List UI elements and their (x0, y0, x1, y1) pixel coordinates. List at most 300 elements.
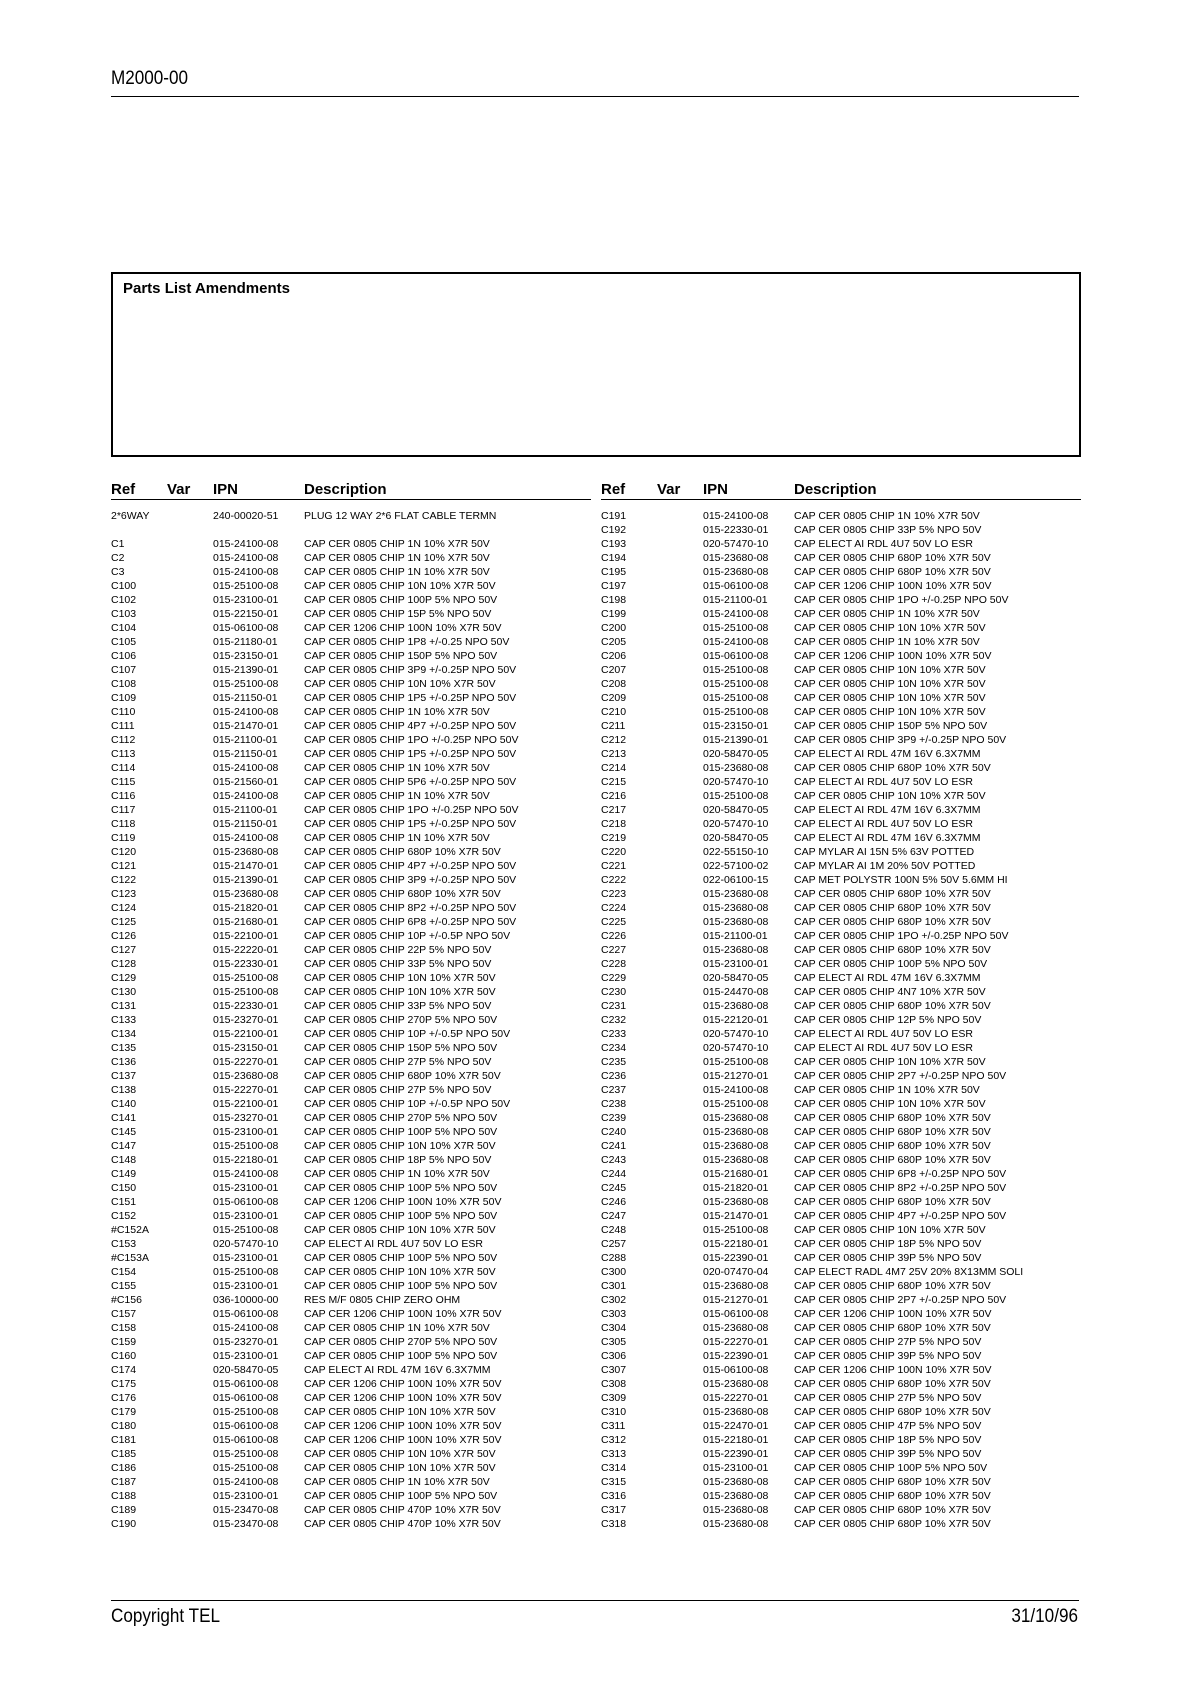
table-row (111, 649, 591, 663)
cell-description: CAP ELECT AI RDL 4U7 50V LO ESR (794, 776, 973, 788)
cell-description: CAP CER 0805 CHIP 1PO +/-0.25P NPO 50V (794, 594, 1009, 606)
cell-ref: C206 (601, 650, 627, 662)
cell-ipn: 015-23680-08 (703, 1378, 769, 1390)
cell-ref: C210 (601, 706, 627, 718)
cell-ipn: 015-21390-01 (213, 664, 279, 676)
cell-ipn: 015-21270-01 (703, 1070, 769, 1082)
table-row (111, 901, 591, 915)
cell-ref: C110 (111, 706, 136, 718)
cell-ipn: 015-24100-08 (213, 552, 279, 564)
parts-table-left (111, 478, 591, 1531)
cell-ipn: 015-24100-08 (213, 566, 279, 578)
cell-ipn: 015-06100-08 (213, 1420, 279, 1432)
table-row (601, 817, 1081, 831)
cell-description: CAP CER 0805 CHIP 680P 10% X7R 50V (794, 1126, 991, 1138)
cell-description: CAP CER 0805 CHIP 47P 5% NPO 50V (794, 1420, 982, 1432)
table-row (111, 1167, 591, 1181)
cell-description: CAP CER 0805 CHIP 680P 10% X7R 50V (794, 1112, 991, 1124)
table-row (111, 1279, 591, 1293)
cell-ipn: 015-25100-08 (703, 1224, 769, 1236)
cell-ipn: 015-25100-08 (703, 1098, 769, 1110)
cell-ipn: 015-22270-01 (703, 1392, 769, 1404)
table-row (111, 1181, 591, 1195)
table-row (111, 873, 591, 887)
table-row (111, 1209, 591, 1223)
cell-ipn: 015-06100-08 (213, 622, 279, 634)
cell-ipn: 015-22390-01 (703, 1448, 769, 1460)
cell-description: CAP ELECT AI RDL 47M 16V 6.3X7MM (794, 804, 981, 816)
table-row (111, 1335, 591, 1349)
cell-ipn: 015-23680-08 (703, 1518, 769, 1530)
cell-ref: C3 (111, 566, 125, 578)
cell-ref: C231 (601, 1000, 627, 1012)
table-row (111, 1391, 591, 1405)
cell-ref: C215 (601, 776, 627, 788)
table-row (601, 761, 1081, 775)
cell-ipn: 015-21150-01 (213, 818, 278, 830)
cell-description: CAP CER 0805 CHIP 100P 5% NPO 50V (304, 1126, 498, 1138)
cell-description: CAP CER 0805 CHIP 680P 10% X7R 50V (794, 944, 991, 956)
table-row (601, 677, 1081, 691)
table-row (111, 1237, 591, 1251)
cell-ref: C207 (601, 664, 627, 676)
cell-description: CAP CER 0805 CHIP 270P 5% NPO 50V (304, 1112, 498, 1124)
table-row (111, 887, 591, 901)
cell-ipn: 015-23100-01 (703, 958, 769, 970)
table-row (111, 775, 591, 789)
cell-ref: C223 (601, 888, 627, 900)
cell-ipn: 015-23100-01 (213, 1280, 279, 1292)
cell-ref: C175 (111, 1378, 137, 1390)
cell-ipn: 015-25100-08 (213, 972, 279, 984)
table-row (111, 1419, 591, 1433)
cell-ipn: 020-58470-05 (703, 832, 769, 844)
cell-description: CAP CER 0805 CHIP 1P5 +/-0.25P NPO 50V (304, 748, 517, 760)
cell-ref: C308 (601, 1378, 627, 1390)
cell-description: CAP CER 0805 CHIP 680P 10% X7R 50V (794, 1154, 991, 1166)
cell-ref: C147 (111, 1140, 137, 1152)
cell-ipn: 015-23150-01 (703, 720, 769, 732)
cell-ref: C213 (601, 748, 627, 760)
cell-ref: C136 (111, 1056, 137, 1068)
cell-ipn: 015-23680-08 (703, 1196, 769, 1208)
table-row (601, 733, 1081, 747)
cell-ipn: 015-23100-01 (213, 1126, 279, 1138)
cell-ipn: 015-23680-08 (213, 1070, 279, 1082)
cell-ref: C111 (111, 720, 135, 732)
cell-ref: C189 (111, 1504, 137, 1516)
cell-ipn: 015-23150-01 (213, 1042, 279, 1054)
cell-description: CAP CER 0805 CHIP 680P 10% X7R 50V (794, 1322, 991, 1334)
cell-description: CAP CER 0805 CHIP 270P 5% NPO 50V (304, 1336, 498, 1348)
table-row (111, 747, 591, 761)
cell-ref: C187 (111, 1476, 137, 1488)
cell-ref: C246 (601, 1196, 627, 1208)
cell-ipn: 015-25100-08 (213, 678, 279, 690)
cell-ipn: 015-25100-08 (213, 1462, 279, 1474)
cell-ref: C181 (111, 1434, 137, 1446)
cell-ipn: 015-25100-08 (703, 664, 769, 676)
cell-ipn: 015-06100-08 (213, 1392, 279, 1404)
table-row (111, 1433, 591, 1447)
cell-ipn: 015-24100-08 (703, 510, 769, 522)
cell-ref: #C152A (111, 1224, 149, 1236)
table-row (601, 1055, 1081, 1069)
column-header-ref: Ref (601, 481, 626, 498)
table-row (601, 859, 1081, 873)
cell-ipn: 015-06100-08 (213, 1196, 279, 1208)
table-row (601, 957, 1081, 971)
cell-ipn: 015-22270-01 (213, 1056, 279, 1068)
cell-description: CAP CER 0805 CHIP 680P 10% X7R 50V (794, 1196, 991, 1208)
cell-ref: C225 (601, 916, 627, 928)
cell-ref: C248 (601, 1224, 627, 1236)
table-row (111, 915, 591, 929)
table-row (601, 705, 1081, 719)
cell-ref: C150 (111, 1182, 137, 1194)
cell-description: CAP CER 0805 CHIP 10N 10% X7R 50V (794, 1056, 986, 1068)
cell-ipn: 015-23100-01 (213, 1252, 279, 1264)
cell-ref: C100 (111, 580, 137, 592)
cell-ipn: 015-24100-08 (703, 608, 769, 620)
amendments-title: Parts List Amendments (123, 280, 290, 297)
cell-ref: C235 (601, 1056, 627, 1068)
table-row (111, 621, 591, 635)
table-row (601, 607, 1081, 621)
cell-ref: C234 (601, 1042, 627, 1054)
column-header-ipn: IPN (213, 481, 239, 498)
cell-ipn: 015-24100-08 (213, 706, 279, 718)
table-row (111, 817, 591, 831)
table-row (601, 1111, 1081, 1125)
cell-description: CAP ELECT AI RDL 4U7 50V LO ESR (794, 538, 973, 550)
cell-ipn: 015-21820-01 (213, 902, 279, 914)
document-date: 31/10/96 (1011, 1606, 1078, 1627)
cell-ref: C128 (111, 958, 137, 970)
cell-ref: C125 (111, 916, 137, 928)
cell-description: CAP CER 0805 CHIP 100P 5% NPO 50V (304, 1252, 498, 1264)
table-row (111, 1083, 591, 1097)
table-row (111, 831, 591, 845)
cell-ref: C205 (601, 636, 627, 648)
cell-description: CAP MET POLYSTR 100N 5% 50V 5.6MM HI (794, 874, 1008, 886)
cell-ref: C123 (111, 888, 137, 900)
cell-description: CAP CER 0805 CHIP 150P 5% NPO 50V (304, 1042, 498, 1054)
cell-ref: C197 (601, 580, 627, 592)
cell-ipn: 015-22220-01 (213, 944, 279, 956)
table-row (601, 1097, 1081, 1111)
cell-ref: C124 (111, 902, 137, 914)
cell-ipn: 015-21100-01 (213, 804, 278, 816)
cell-ipn: 240-00020-51 (213, 510, 279, 522)
cell-ipn: 015-22390-01 (703, 1350, 769, 1362)
cell-ipn: 015-06100-08 (213, 1378, 279, 1390)
cell-ipn: 015-06100-08 (703, 580, 769, 592)
cell-description: CAP CER 0805 CHIP 4P7 +/-0.25P NPO 50V (304, 860, 517, 872)
table-row (601, 551, 1081, 565)
cell-ipn: 015-23470-08 (213, 1504, 279, 1516)
cell-description: CAP CER 0805 CHIP 680P 10% X7R 50V (794, 552, 991, 564)
table-row (601, 845, 1081, 859)
cell-ipn: 015-25100-08 (213, 986, 279, 998)
cell-description: CAP ELECT AI RDL 47M 16V 6.3X7MM (794, 748, 981, 760)
cell-description: CAP CER 1206 CHIP 100N 10% X7R 50V (304, 1196, 502, 1208)
cell-ipn: 015-22100-01 (213, 930, 279, 942)
table-row (601, 901, 1081, 915)
table-row (601, 999, 1081, 1013)
table-row (601, 1447, 1081, 1461)
cell-description: CAP CER 0805 CHIP 4P7 +/-0.25P NPO 50V (794, 1210, 1007, 1222)
table-row (111, 1377, 591, 1391)
cell-ref: C245 (601, 1182, 627, 1194)
cell-ref: C224 (601, 902, 627, 914)
table-row (601, 1419, 1081, 1433)
cell-description: CAP CER 0805 CHIP 1P5 +/-0.25P NPO 50V (304, 818, 517, 830)
table-row (601, 1503, 1081, 1517)
cell-description: CAP CER 0805 CHIP 1N 10% X7R 50V (304, 706, 490, 718)
cell-ref: C137 (111, 1070, 137, 1082)
cell-description: CAP CER 0805 CHIP 27P 5% NPO 50V (794, 1336, 982, 1348)
cell-ipn: 020-58470-05 (703, 972, 769, 984)
cell-ref: C185 (111, 1448, 137, 1460)
cell-ipn: 020-57470-10 (703, 1042, 769, 1054)
cell-ipn: 015-25100-08 (213, 1266, 279, 1278)
cell-ipn: 015-25100-08 (703, 678, 769, 690)
cell-description: CAP CER 0805 CHIP 100P 5% NPO 50V (304, 1350, 498, 1362)
cell-ref: C151 (111, 1196, 137, 1208)
cell-ref: C149 (111, 1168, 137, 1180)
cell-ipn: 015-24100-08 (213, 832, 279, 844)
cell-description: CAP CER 0805 CHIP 1N 10% X7R 50V (304, 762, 490, 774)
cell-ipn: 015-21470-01 (213, 860, 279, 872)
footer-rule (111, 1600, 1079, 1601)
cell-description: CAP CER 1206 CHIP 100N 10% X7R 50V (304, 1420, 502, 1432)
cell-ref: C220 (601, 846, 627, 858)
cell-description: CAP CER 0805 CHIP 15P 5% NPO 50V (304, 608, 492, 620)
cell-description: CAP CER 1206 CHIP 100N 10% X7R 50V (304, 622, 502, 634)
cell-ipn: 022-55150-10 (703, 846, 769, 858)
table-row (111, 943, 591, 957)
cell-description: CAP CER 0805 CHIP 10P +/-0.5P NPO 50V (304, 1028, 511, 1040)
cell-ipn: 015-25100-08 (213, 1140, 279, 1152)
table-row (601, 1321, 1081, 1335)
cell-description: CAP CER 0805 CHIP 18P 5% NPO 50V (794, 1434, 982, 1446)
cell-ref: C130 (111, 986, 137, 998)
cell-description: CAP CER 0805 CHIP 680P 10% X7R 50V (304, 1070, 501, 1082)
cell-ref: C176 (111, 1392, 137, 1404)
cell-description: CAP CER 0805 CHIP 10N 10% X7R 50V (794, 692, 986, 704)
table-row (111, 551, 591, 565)
cell-description: CAP CER 0805 CHIP 470P 10% X7R 50V (304, 1518, 501, 1530)
table-row (111, 957, 591, 971)
cell-ref: C318 (601, 1518, 627, 1530)
cell-ref: C127 (111, 944, 137, 956)
cell-ref: C2 (111, 552, 125, 564)
cell-ref: C104 (111, 622, 137, 634)
cell-description: CAP CER 1206 CHIP 100N 10% X7R 50V (794, 1308, 992, 1320)
cell-ref: C239 (601, 1112, 627, 1124)
cell-ipn: 015-23100-01 (213, 1490, 279, 1502)
table-row (111, 1475, 591, 1489)
cell-ipn: 015-23680-08 (703, 902, 769, 914)
table-row (601, 873, 1081, 887)
table-row (111, 691, 591, 705)
cell-ipn: 015-25100-08 (703, 706, 769, 718)
cell-description: CAP CER 0805 CHIP 10N 10% X7R 50V (794, 706, 986, 718)
cell-description: CAP CER 0805 CHIP 1P8 +/-0.25 NPO 50V (304, 636, 510, 648)
cell-ipn: 022-57100-02 (703, 860, 769, 872)
cell-ipn: 020-57470-10 (703, 538, 769, 550)
table-row (601, 1335, 1081, 1349)
cell-ref: C160 (111, 1350, 137, 1362)
table-row (601, 803, 1081, 817)
cell-description: CAP CER 1206 CHIP 100N 10% X7R 50V (794, 650, 992, 662)
cell-ipn: 015-22270-01 (213, 1084, 279, 1096)
cell-description: CAP CER 0805 CHIP 1N 10% X7R 50V (794, 608, 980, 620)
cell-description: CAP ELECT AI RDL 47M 16V 6.3X7MM (794, 972, 981, 984)
cell-description: CAP CER 0805 CHIP 1N 10% X7R 50V (794, 510, 980, 522)
cell-ipn: 015-23680-08 (703, 1112, 769, 1124)
cell-description: CAP CER 0805 CHIP 100P 5% NPO 50V (794, 1462, 988, 1474)
cell-ref: C155 (111, 1280, 137, 1292)
table-row (111, 677, 591, 691)
cell-description: CAP CER 0805 CHIP 18P 5% NPO 50V (794, 1238, 982, 1250)
cell-ref: C237 (601, 1084, 627, 1096)
table-row (111, 1251, 591, 1265)
cell-ipn: 015-23100-01 (213, 1210, 279, 1222)
cell-ref: C131 (111, 1000, 137, 1012)
cell-description: CAP CER 1206 CHIP 100N 10% X7R 50V (794, 580, 992, 592)
cell-description: CAP CER 0805 CHIP 1N 10% X7R 50V (794, 1084, 980, 1096)
table-row (111, 607, 591, 621)
cell-description: CAP CER 0805 CHIP 10N 10% X7R 50V (304, 1140, 496, 1152)
cell-description: CAP CER 0805 CHIP 10N 10% X7R 50V (304, 1266, 496, 1278)
table-row (111, 1447, 591, 1461)
table-row (601, 1223, 1081, 1237)
cell-ref: C310 (601, 1406, 627, 1418)
cell-description: CAP CER 0805 CHIP 680P 10% X7R 50V (794, 762, 991, 774)
cell-description: CAP CER 0805 CHIP 39P 5% NPO 50V (794, 1448, 982, 1460)
cell-ref: C314 (601, 1462, 627, 1474)
cell-ref: C159 (111, 1336, 137, 1348)
cell-ipn: 036-10000-00 (213, 1294, 279, 1306)
cell-ipn: 015-22100-01 (213, 1098, 279, 1110)
cell-description: CAP CER 0805 CHIP 1N 10% X7R 50V (304, 538, 490, 550)
cell-ref: C232 (601, 1014, 627, 1026)
table-row (601, 1041, 1081, 1055)
cell-ref: C148 (111, 1154, 137, 1166)
cell-ipn: 015-23680-08 (703, 888, 769, 900)
cell-ipn: 015-22270-01 (703, 1336, 769, 1348)
cell-ref: C227 (601, 944, 627, 956)
cell-description: CAP CER 0805 CHIP 10N 10% X7R 50V (304, 1448, 496, 1460)
table-row (601, 1083, 1081, 1097)
cell-description: CAP CER 0805 CHIP 1N 10% X7R 50V (304, 790, 490, 802)
cell-ref: C105 (111, 636, 137, 648)
cell-ref: C226 (601, 930, 627, 942)
cell-description: CAP CER 0805 CHIP 10N 10% X7R 50V (794, 664, 986, 676)
cell-ref: C135 (111, 1042, 137, 1054)
table-row (111, 593, 591, 607)
cell-ref: C236 (601, 1070, 627, 1082)
cell-ipn: 015-06100-08 (703, 1364, 769, 1376)
table-row (601, 1209, 1081, 1223)
table-row (601, 719, 1081, 733)
table-row (601, 579, 1081, 593)
cell-ipn: 015-23680-08 (703, 1280, 769, 1292)
table-row (601, 1069, 1081, 1083)
table-row (111, 985, 591, 999)
table-row (601, 985, 1081, 999)
cell-ref: C180 (111, 1420, 137, 1432)
cell-description: CAP CER 0805 CHIP 150P 5% NPO 50V (794, 720, 988, 732)
cell-description: CAP CER 0805 CHIP 1N 10% X7R 50V (304, 1322, 490, 1334)
table-body (601, 509, 1081, 1531)
cell-ref: C309 (601, 1392, 627, 1404)
cell-description: CAP ELECT AI RDL 4U7 50V LO ESR (304, 1238, 483, 1250)
cell-ipn: 015-21820-01 (703, 1182, 769, 1194)
cell-ipn: 015-23150-01 (213, 650, 279, 662)
cell-description: CAP CER 0805 CHIP 100P 5% NPO 50V (304, 1210, 498, 1222)
cell-ipn: 015-23680-08 (703, 552, 769, 564)
cell-ref: C141 (111, 1112, 137, 1124)
table-row (601, 1489, 1081, 1503)
cell-description: CAP CER 0805 CHIP 100P 5% NPO 50V (304, 1182, 498, 1194)
table-row (111, 1307, 591, 1321)
cell-description: CAP CER 1206 CHIP 100N 10% X7R 50V (304, 1392, 502, 1404)
cell-ref: C257 (601, 1238, 627, 1250)
table-row (111, 1489, 591, 1503)
cell-ipn: 015-23680-08 (213, 846, 279, 858)
cell-ref: C241 (601, 1140, 627, 1152)
cell-ipn: 015-21150-01 (213, 692, 278, 704)
cell-description: CAP ELECT AI RDL 4U7 50V LO ESR (794, 1042, 973, 1054)
cell-ipn: 015-21180-01 (213, 636, 278, 648)
cell-description: CAP ELECT AI RDL 4U7 50V LO ESR (794, 1028, 973, 1040)
cell-description: PLUG 12 WAY 2*6 FLAT CABLE TERMN (304, 510, 497, 522)
table-row (111, 719, 591, 733)
cell-ref: C117 (111, 804, 136, 816)
cell-ipn: 020-58470-05 (703, 748, 769, 760)
cell-ref: C214 (601, 762, 627, 774)
cell-ipn: 015-22330-01 (213, 1000, 279, 1012)
table-row (601, 663, 1081, 677)
table-row (111, 845, 591, 859)
cell-ipn: 015-06100-08 (703, 1308, 769, 1320)
cell-ref: C304 (601, 1322, 627, 1334)
table-row (601, 593, 1081, 607)
cell-ref: C195 (601, 566, 627, 578)
cell-description: CAP CER 0805 CHIP 5P6 +/-0.25P NPO 50V (304, 776, 517, 788)
cell-description: RES M/F 0805 CHIP ZERO OHM (304, 1294, 461, 1306)
table-row (111, 1405, 591, 1419)
cell-description: CAP CER 0805 CHIP 150P 5% NPO 50V (304, 650, 498, 662)
cell-ipn: 015-23680-08 (703, 1126, 769, 1138)
cell-ref: C301 (601, 1280, 627, 1292)
cell-ipn: 015-25100-08 (703, 692, 769, 704)
table-row (111, 999, 591, 1013)
cell-ref: C108 (111, 678, 137, 690)
cell-description: CAP CER 0805 CHIP 100P 5% NPO 50V (304, 1490, 498, 1502)
table-row (601, 747, 1081, 761)
cell-description: CAP CER 0805 CHIP 27P 5% NPO 50V (304, 1056, 492, 1068)
cell-ref: C316 (601, 1490, 627, 1502)
cell-ref: C116 (111, 790, 136, 802)
table-row (111, 1055, 591, 1069)
table-row (601, 1377, 1081, 1391)
cell-description: CAP CER 0805 CHIP 680P 10% X7R 50V (794, 1490, 991, 1502)
table-row (601, 523, 1081, 537)
